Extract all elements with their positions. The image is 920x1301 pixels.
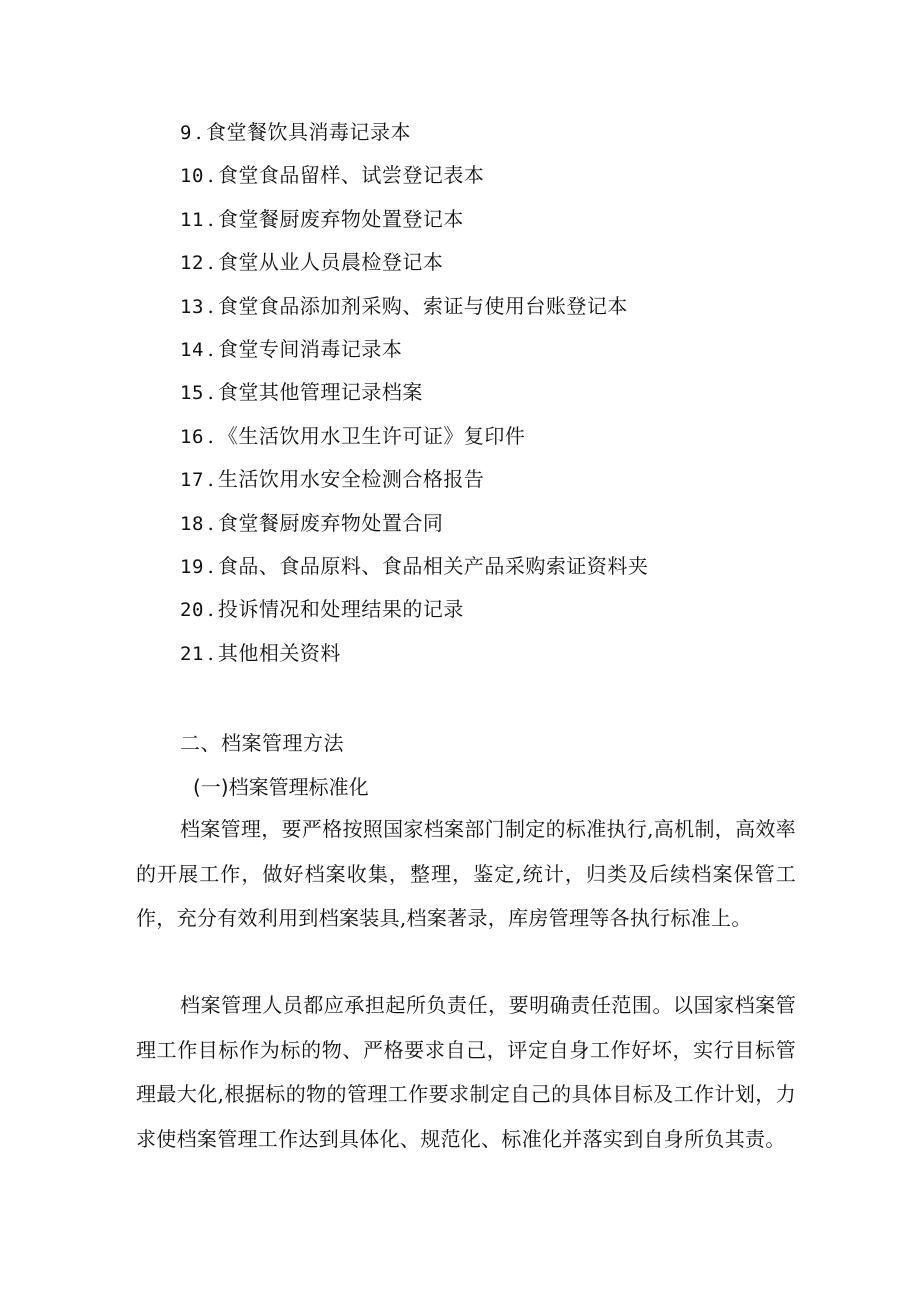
list-item: 15 . 食堂其他管理记录档案 bbox=[180, 376, 648, 419]
item-number: 19 bbox=[180, 555, 204, 578]
item-number: 15 bbox=[180, 382, 204, 405]
item-number: 17 bbox=[180, 469, 204, 492]
section-heading: 二、档案管理方法 bbox=[180, 731, 344, 755]
list-item: 10 . 食堂食品留样、试尝登记表本 bbox=[180, 159, 648, 202]
body-paragraph: 档案管理人员都应承担起所负责任，要明确责任范围。以国家档案管理工作目标作为标的物、严格要求自己，评定自身工作好坏，实行目标管理最大化,根据标的物的管理工作要求制定自己的具体目标及工作计划，力求使档案管理工作达到具体化、规范化、标准化并落实到自身所负其责。 bbox=[136, 993, 796, 1151]
item-text: 生活饮用水安全检测合格报告 bbox=[217, 467, 485, 492]
section-subheading: (一)档案管理标准化 bbox=[193, 775, 369, 799]
list-item: 16 . 《生活饮用水卫生许可证》复印件 bbox=[180, 420, 648, 463]
item-text: 食堂食品留样、试尝登记表本 bbox=[217, 163, 485, 188]
item-number: 21 bbox=[180, 642, 204, 665]
item-text: 食堂餐厨废弃物处置合同 bbox=[217, 510, 444, 535]
item-number: 9 bbox=[180, 122, 192, 144]
item-number: 12 bbox=[180, 252, 204, 275]
item-text: 食品、食品原料、食品相关产品采购索证资料夹 bbox=[217, 553, 649, 578]
item-text: 食堂餐厨废弃物处置登记本 bbox=[217, 206, 464, 231]
item-number: 10 bbox=[180, 165, 204, 188]
record-list bbox=[180, 116, 648, 680]
list-item: 19 . 食品、食品原料、食品相关产品采购索证资料夹 bbox=[180, 550, 648, 593]
list-item: 20 . 投诉情况和处理结果的记录 bbox=[180, 593, 648, 636]
item-text: 食堂餐饮具消毒记录本 bbox=[205, 120, 411, 144]
item-number: 16 bbox=[180, 425, 204, 448]
item-text: 食堂其他管理记录档案 bbox=[217, 380, 423, 405]
list-item: 21 . 其他相关资料 bbox=[180, 637, 648, 680]
item-number: 18 bbox=[180, 512, 204, 535]
list-item: 9 . 食堂餐饮具消毒记录本 bbox=[180, 116, 648, 159]
item-text: 食堂专间消毒记录本 bbox=[217, 336, 403, 361]
list-item: 14 . 食堂专间消毒记录本 bbox=[180, 333, 648, 376]
body-paragraph: 档案管理，要严格按照国家档案部门制定的标准执行,高机制，高效率的开展工作，做好档案收集，整理，鉴定,统计，归类及后续档案保管工作，充分有效利用到档案装具,档案著录，库房管理等各执行标准上。 bbox=[136, 817, 796, 931]
list-item: 11 . 食堂餐厨废弃物处置登记本 bbox=[180, 203, 648, 246]
list-item: 18 . 食堂餐厨废弃物处置合同 bbox=[180, 507, 648, 550]
list-item: 17 . 生活饮用水安全检测合格报告 bbox=[180, 463, 648, 506]
item-text: 投诉情况和处理结果的记录 bbox=[217, 597, 464, 622]
item-text: 食堂从业人员晨检登记本 bbox=[217, 250, 444, 275]
list-item: 12 . 食堂从业人员晨检登记本 bbox=[180, 246, 648, 289]
item-number: 20 bbox=[180, 599, 204, 622]
item-number: 13 bbox=[180, 295, 204, 318]
item-text: 《生活饮用水卫生许可证》复印件 bbox=[217, 423, 526, 448]
item-text: 食堂食品添加剂采购、索证与使用台账登记本 bbox=[217, 293, 628, 318]
item-number: 11 bbox=[180, 208, 204, 231]
list-item: 13 . 食堂食品添加剂采购、索证与使用台账登记本 bbox=[180, 290, 648, 333]
item-text: 其他相关资料 bbox=[217, 640, 341, 665]
item-number: 14 bbox=[180, 338, 204, 361]
